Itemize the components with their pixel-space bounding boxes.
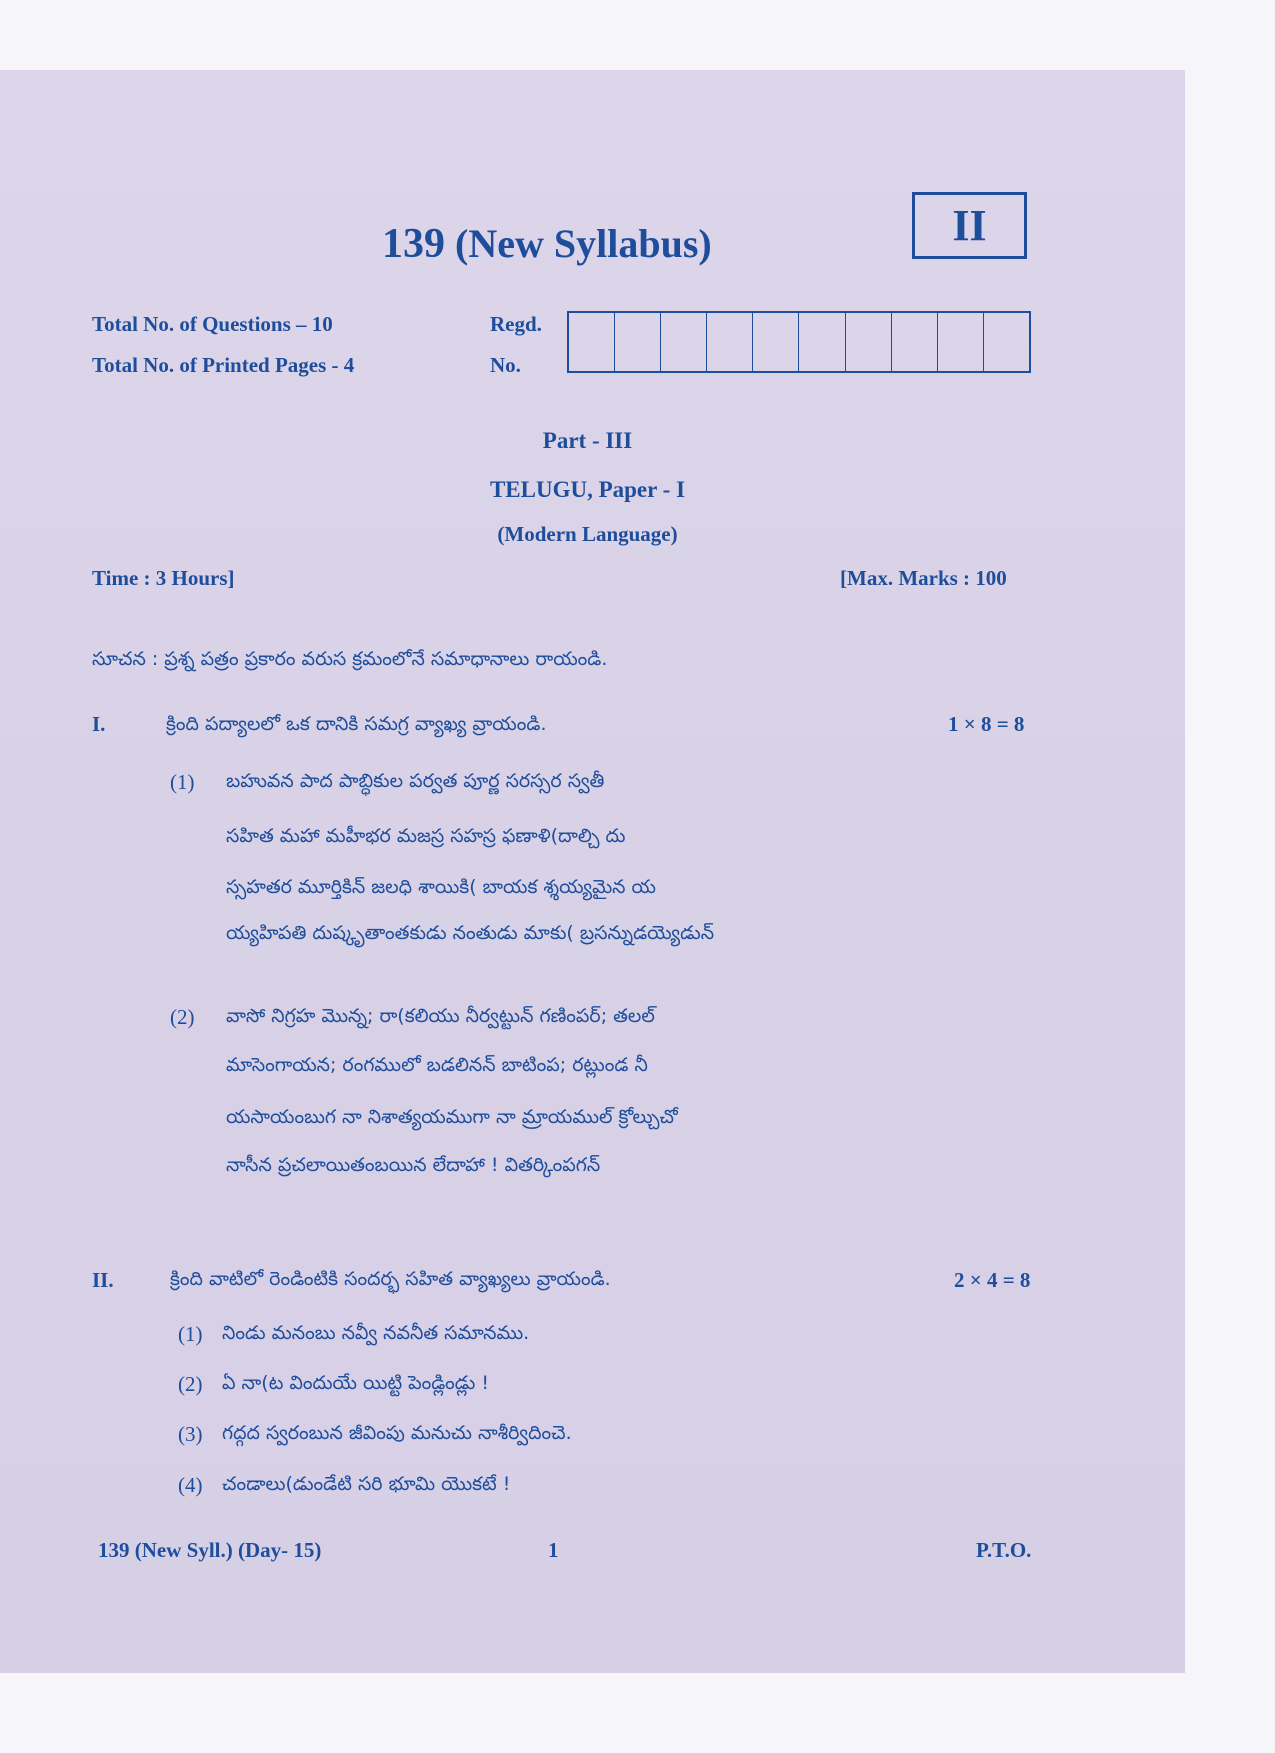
q2-text: క్రింది వాటిలో రెండింటికి సందర్భ సహిత వ్యాఖ్యలు వ్రాయండి. bbox=[170, 1268, 611, 1290]
paper-title bbox=[382, 220, 712, 268]
poem-1-line: సహిత మహా మహీభర మజస్ర సహస్ర ఫణాళి(దాల్చి దు bbox=[226, 825, 626, 847]
regd-digit-box[interactable] bbox=[569, 313, 615, 371]
poem-1-line: స్సహతర మూర్తికిన్ జలధి శాయికి( బాయక శ్శయ్యమైన య bbox=[226, 876, 656, 898]
part-label: Part - III bbox=[542, 428, 633, 453]
pto-label: P.T.O. bbox=[976, 1538, 1032, 1562]
q2-item-index: (3) bbox=[178, 1422, 203, 1446]
q2-item-text: నిండు మనంబు నవ్వీ నవనీత సమానము. bbox=[222, 1322, 530, 1344]
regd-digit-box[interactable] bbox=[661, 313, 707, 371]
q1-marks: 1 × 8 = 8 bbox=[948, 712, 1025, 736]
q2-marks: 2 × 4 = 8 bbox=[954, 1268, 1031, 1292]
subject-name: TELUGU, Paper - I bbox=[489, 477, 686, 502]
footer-code: 139 (New Syll.) (Day- 15) bbox=[98, 1538, 322, 1562]
page-number: 1 bbox=[548, 1538, 559, 1562]
poem-2-line: వాసో నిగ్రహ మొన్న; రా(కలియు నీర్వట్టున్ గణింపర్; తలల్ bbox=[226, 1005, 655, 1027]
total-pages: Total No. of Printed Pages - 4 bbox=[92, 353, 355, 377]
max-marks: [Max. Marks : 100 bbox=[840, 566, 1007, 590]
regd-digit-box[interactable] bbox=[799, 313, 845, 371]
total-questions: Total No. of Questions – 10 bbox=[92, 312, 333, 336]
syllabus-label: (New Syllabus) bbox=[455, 221, 712, 266]
poem-1-line: బహువన పాద పాబ్ధికుల పర్వత పూర్ణ సరస్సర స్వతీ bbox=[226, 770, 605, 792]
q2-item-index: (1) bbox=[178, 1322, 203, 1346]
time-label: Time : 3 Hours] bbox=[92, 566, 235, 590]
q1-text: క్రింది పద్యాలలో ఒక దానికి సమగ్ర వ్యాఖ్య వ్రాయండి. bbox=[166, 713, 547, 735]
regd-digit-box[interactable] bbox=[846, 313, 892, 371]
poem-2-line: యసాయంబుగ నా నిశాత్యయముగా నా మ్రాయముల్ క్రోల్చుచో bbox=[226, 1106, 678, 1128]
regd-digit-box[interactable] bbox=[892, 313, 938, 371]
subject-sub: (Modern Language) bbox=[497, 522, 678, 546]
registration-number-boxes[interactable] bbox=[567, 311, 1031, 373]
q2-number: II. bbox=[92, 1268, 114, 1292]
set-code-box: II bbox=[912, 192, 1027, 259]
regd-digit-box[interactable] bbox=[707, 313, 753, 371]
q1-number: I. bbox=[92, 712, 106, 736]
regd-digit-box[interactable] bbox=[984, 313, 1029, 371]
regd-digit-box[interactable] bbox=[938, 313, 984, 371]
q2-item-text: ఏ నా(ట విందుయే యిట్టి పెండ్లిండ్లు ! bbox=[222, 1372, 489, 1394]
q2-item-index: (2) bbox=[178, 1372, 203, 1396]
regd-digit-box[interactable] bbox=[753, 313, 799, 371]
q2-item-text: గద్గద స్వరంబున జీవింపు మనుచు నాశీర్విదించె. bbox=[222, 1422, 572, 1444]
no-label: No. bbox=[490, 353, 521, 377]
poem-1-line: య్యహిపతి దుష్కృతాంతకుడు నంతుడు మాకు( బ్రసన్నుడయ్యెడున్ bbox=[226, 922, 715, 944]
q2-item-index: (4) bbox=[178, 1473, 203, 1497]
poem-2-index: (2) bbox=[170, 1005, 195, 1029]
poem-2-line: మాసెంగాయన; రంగములో బడలినన్ బాటింప; రట్లుండ నీ bbox=[226, 1054, 648, 1076]
regd-label: Regd. bbox=[490, 312, 542, 336]
poem-2-line: నాసీన ప్రచలాయితంబయిన లేదాహా ! వితర్కింపగన్ bbox=[226, 1154, 601, 1176]
q2-item-text: చండాలు(డుండేటి సరి భూమి యొకటే ! bbox=[222, 1473, 511, 1495]
paper-code: 139 bbox=[382, 221, 445, 267]
instruction: సూచన : ప్రశ్న పత్రం ప్రకారం వరుస క్రమంలోనే సమాధానాలు రాయండి. bbox=[92, 648, 608, 670]
regd-digit-box[interactable] bbox=[615, 313, 661, 371]
poem-1-index: (1) bbox=[170, 770, 195, 794]
